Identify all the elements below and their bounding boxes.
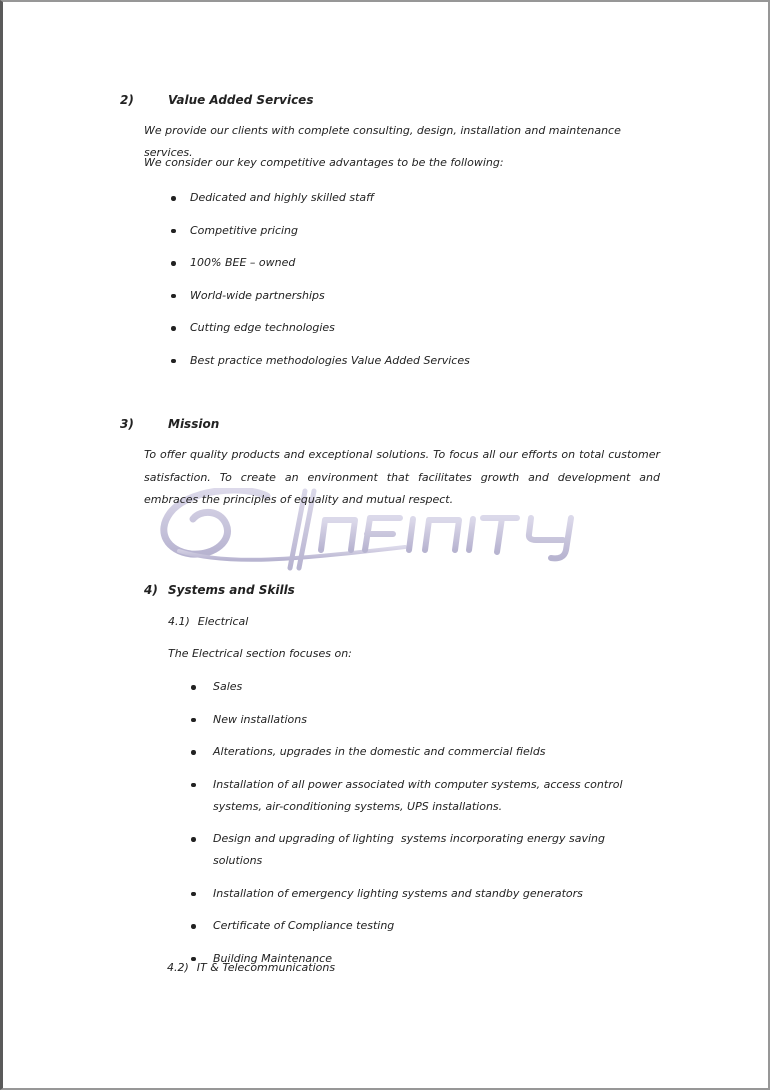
bullet-text: 100% BEE – owned — [190, 256, 296, 269]
bullet-text: Competitive pricing — [190, 223, 299, 237]
list-item — [190, 774, 656, 818]
bullet-text: Best practice methodologies Value Added Services — [190, 353, 470, 367]
watermark-letter-F — [365, 518, 400, 550]
paragraph: We consider our key competitive advantages to be the following: — [144, 156, 504, 169]
section-number: 3) — [120, 417, 134, 431]
subsection-4-2-heading — [167, 957, 335, 979]
bullet-text: Sales — [213, 680, 243, 693]
bullet-icon — [191, 892, 196, 897]
list-item — [190, 915, 656, 937]
section-number: 2) — [120, 93, 134, 107]
subsection-title: IT & Telecommunications — [196, 961, 336, 974]
watermark-letter-i2 — [469, 519, 473, 550]
section-2-heading — [120, 89, 313, 111]
subsection-number: 4.1) — [168, 615, 190, 628]
subsection-4-1-heading — [168, 611, 248, 633]
bullet-icon — [171, 196, 176, 201]
bullet-text: World-wide partnerships — [190, 288, 325, 302]
watermark-letter-n — [321, 520, 355, 550]
watermark-letter-Y — [529, 518, 571, 558]
subsection-title: Electrical — [197, 615, 249, 628]
bullet-text: Design and upgrading of lighting systems incorporating energy saving solutions — [213, 832, 609, 867]
list-item — [190, 676, 656, 698]
list-item — [190, 741, 656, 763]
electrical-bullet-list — [190, 676, 656, 980]
section-4-heading — [144, 579, 295, 601]
bullet-text: Installation of all power associated with computer systems, access control systems, air-conditioning systems, UPS installations. — [213, 777, 627, 813]
bullet-text: New installations — [213, 712, 307, 726]
watermark-letter-T — [483, 518, 517, 552]
watermark-letter-n2 — [425, 520, 459, 550]
subsection-intro: The Electrical section focuses on: — [168, 647, 352, 660]
bullet-text: Cutting edge technologies — [190, 321, 335, 334]
value-added-bullet-list — [170, 187, 640, 382]
section-number: 4) — [144, 583, 158, 597]
bullet-text: Installation of emergency lighting systems and standby generators — [213, 886, 583, 900]
bullet-icon — [171, 261, 176, 266]
list-item — [170, 285, 640, 307]
list-item — [170, 317, 640, 339]
paragraph: We provide our clients with complete consulting, design, installation and maintenance services. — [144, 124, 621, 159]
section-title: Systems and Skills — [168, 583, 295, 597]
bullet-icon — [191, 718, 196, 723]
list-item — [170, 252, 640, 274]
bullet-icon — [171, 294, 176, 299]
list-item — [170, 350, 640, 372]
list-item — [190, 828, 656, 872]
watermark-letter-i — [409, 519, 413, 550]
bullet-text: Certificate of Compliance testing — [213, 919, 395, 932]
list-item — [170, 187, 640, 209]
bullet-icon — [191, 783, 196, 788]
bullet-icon — [191, 924, 196, 929]
bullet-icon — [191, 685, 196, 690]
bullet-text: Dedicated and highly skilled staff — [190, 191, 375, 204]
list-item — [190, 709, 656, 731]
subsection-number: 4.2) — [167, 961, 189, 974]
list-item — [170, 220, 640, 242]
list-item — [190, 883, 656, 905]
bullet-icon — [171, 326, 176, 331]
bullet-text: Building Maintenance — [213, 951, 332, 965]
bullet-icon — [191, 837, 196, 842]
section-3-heading — [120, 413, 219, 435]
bullet-icon — [171, 229, 176, 234]
bullet-icon — [171, 359, 176, 364]
mission-paragraph: To offer quality products and exceptional solutions. To focus all our efforts on total customer satisfaction. To create an environment that facilitates growth and development and embraces the principles of equality and mutual respect. — [144, 448, 660, 506]
bullet-icon — [191, 750, 196, 755]
section-title: Value Added Services — [168, 93, 314, 107]
section-title: Mission — [168, 417, 220, 431]
bullet-text: Alterations, upgrades in the domestic and commercial fields — [213, 745, 546, 758]
